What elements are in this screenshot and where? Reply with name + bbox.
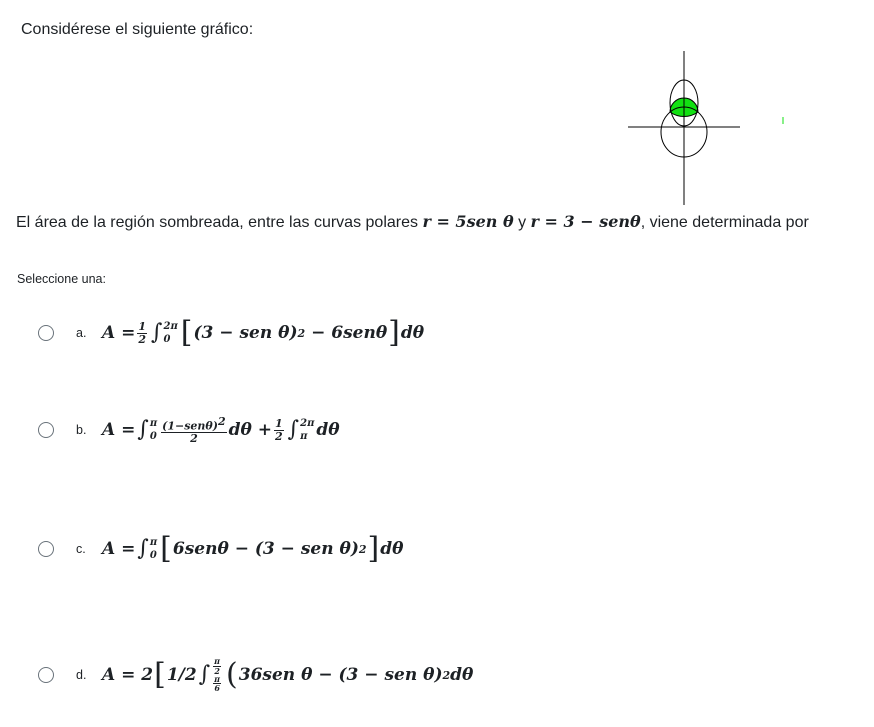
upper-limit — [213, 657, 221, 675]
question-suffix: , viene determinada por — [640, 214, 809, 231]
lower-limit: 0 — [149, 431, 157, 442]
option-c-integral — [137, 536, 157, 562]
upper-limit: 2π — [300, 418, 315, 429]
coef-num: 1 — [138, 319, 147, 333]
option-d-pow: 2 — [442, 668, 451, 682]
option-a-lhs: A = — [102, 323, 136, 343]
intro-text: Considérese el siguiente gráfico: — [21, 21, 254, 38]
option-c-diff: dθ — [380, 539, 404, 559]
option-b-radio[interactable] — [38, 422, 54, 438]
upper-den: 2 — [214, 665, 220, 676]
left-bracket: [ — [160, 531, 172, 566]
integral-limits — [300, 417, 314, 443]
option-a-coef — [137, 321, 147, 345]
coef-num: 1 — [275, 416, 283, 430]
right-bracket: ] — [367, 531, 380, 566]
curve1-formula: r = 5sen θ — [422, 212, 514, 231]
upper-num: π — [214, 656, 221, 667]
option-b-lhs: A = — [102, 420, 136, 440]
left-bracket: [ — [180, 315, 193, 350]
option-d-letter: d. — [76, 668, 87, 682]
option-d-diff: dθ — [450, 665, 474, 685]
coef-den: 2 — [275, 429, 283, 443]
option-a-inner-1: (3 − sen θ) — [193, 323, 298, 343]
question-prefix: El área de la región sombreada, entre las curvas polares — [16, 214, 418, 231]
right-bracket: ] — [388, 315, 400, 350]
integral-sign: ∫ — [137, 536, 149, 561]
option-a-letter: a. — [76, 326, 87, 340]
upper-limit: 2π — [163, 321, 178, 332]
option-d[interactable] — [38, 655, 473, 695]
lower-limit: π — [300, 431, 308, 442]
left-paren: ( — [226, 657, 238, 692]
option-b-diff-2: dθ — [316, 420, 340, 440]
option-d-coef: 1/2 — [166, 665, 197, 685]
integral-limits — [150, 417, 157, 443]
lower-limit — [213, 675, 221, 693]
lower-limit: 0 — [163, 334, 171, 345]
lower-den: 6 — [214, 683, 220, 694]
option-b-integral-2 — [288, 417, 315, 443]
integral-sign: ∫ — [137, 417, 149, 442]
option-d-formula — [102, 657, 473, 693]
integral-sign: ∫ — [198, 662, 211, 687]
option-b-fraction — [161, 416, 226, 445]
coef-den: 2 — [138, 332, 147, 346]
frac-pow: 2 — [217, 414, 226, 428]
option-a-formula — [102, 315, 425, 350]
option-d-radio[interactable] — [38, 667, 54, 683]
option-c[interactable] — [38, 529, 403, 569]
integral-limits — [150, 536, 157, 562]
curve2-formula: r = 3 − senθ — [530, 212, 641, 231]
option-c-formula — [102, 531, 404, 566]
option-d-lhs: A = 2 — [102, 665, 154, 685]
integral-limits — [211, 657, 223, 693]
frac-den: 2 — [190, 431, 198, 445]
option-a-radio[interactable] — [38, 325, 54, 341]
option-a-inner-2: − 6senθ — [311, 323, 388, 343]
polar-graph — [620, 50, 800, 210]
integral-sign: ∫ — [287, 417, 300, 442]
option-c-radio[interactable] — [38, 541, 54, 557]
upper-limit: π — [149, 418, 158, 429]
question-text — [16, 212, 809, 232]
option-c-letter: c. — [76, 542, 86, 556]
integral-limits — [163, 320, 177, 346]
left-bracket: [ — [154, 657, 166, 692]
option-b-formula — [102, 416, 340, 445]
integral-sign: ∫ — [151, 320, 163, 345]
frac-num — [161, 416, 226, 433]
option-c-pow: 2 — [358, 542, 367, 556]
option-a-integral — [151, 320, 178, 346]
option-d-inner: 36sen θ − (3 − sen θ) — [238, 665, 443, 685]
upper-limit: π — [149, 537, 158, 548]
option-b-diff-1: dθ + — [228, 420, 273, 440]
lower-limit: 0 — [149, 550, 157, 561]
option-b-letter: b. — [76, 423, 87, 437]
option-b-coef — [274, 418, 284, 442]
select-label: Seleccione una: — [17, 272, 106, 286]
option-b-integral-1 — [137, 417, 157, 443]
option-c-lhs: A = — [102, 539, 136, 559]
option-a[interactable] — [38, 313, 424, 353]
lower-num: π — [214, 674, 221, 684]
option-a-diff: dθ — [400, 323, 425, 343]
option-d-integral — [199, 657, 223, 693]
option-b[interactable] — [38, 410, 340, 450]
option-c-inner: 6senθ − (3 − sen θ) — [172, 539, 359, 559]
frac-num-text: (1−senθ) — [162, 419, 218, 433]
question-joiner: y — [518, 214, 527, 231]
option-a-pow: 2 — [297, 326, 306, 340]
